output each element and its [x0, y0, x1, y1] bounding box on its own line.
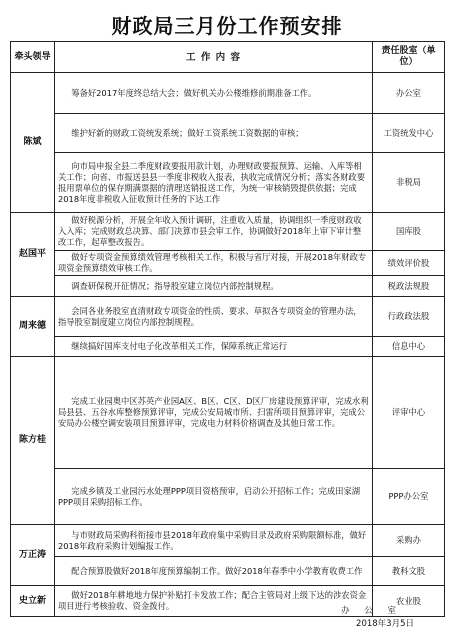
work-cell: 会同各业务股室直清财政专项资金的性质、要求、草拟各专项资金的管理办法，指导股室制度建立岗位内部控制规程。 [55, 297, 373, 337]
work-cell: 与市财政局采购科衔接市县2018年政府集中采购目录及政府采购限额标准，做好2018年政府采购计划编报工作。 [55, 525, 373, 557]
header-dept: 责任股室（单位） [373, 42, 445, 73]
table-row [11, 153, 445, 213]
dept-cell: 国库股 [373, 213, 445, 251]
dept-cell: 税政法规股 [373, 276, 445, 297]
work-cell: 继续搞好国库支付电子化改革相关工作，保障系统正常运行 [55, 337, 373, 357]
dept-cell: 绩效评价股 [373, 251, 445, 276]
table-row [11, 73, 445, 114]
footer-office: 办 公 室 [341, 606, 402, 616]
work-cell: 完成工业园奥中区苏英产业园A区、B区、C区、D区厂房建设预算评审，完成水利局县县、五谷水库整修预算评审，完成公安局城市所、扫雷所项目预算评审，完成公安局办公楼空调安装项目预算评审，完成电力材料价格调查及其他日常工作。 [55, 357, 373, 469]
page-title: 财政局三月份工作预安排 [111, 14, 343, 38]
table-row [11, 297, 445, 337]
dept-cell: 行政政法股 [373, 297, 445, 337]
table-row [11, 213, 445, 251]
leader-cell: 周来德 [11, 297, 55, 357]
work-cell: 维护好新的财政工资统发系统；做好工资系统工资数据的审核； [55, 114, 373, 153]
leader-cell: 陈方桂 [11, 357, 55, 525]
work-cell: 筹备好2017年度终总结大会；做好机关办公楼维修前期准备工作。 [55, 73, 373, 114]
dept-cell: 办公室 [373, 73, 445, 114]
table-row [11, 525, 445, 557]
leader-cell: 赵国平 [11, 213, 55, 297]
work-cell: 配合预算股做好2018年度预算编制工作。做好2018年春季中小学教育收费工作 [55, 557, 373, 586]
table-row [11, 357, 445, 469]
dept-cell: 教科文股 [373, 557, 445, 586]
dept-cell: 信息中心 [373, 337, 445, 357]
work-cell: 做好2018年耕地地力保护补贴打卡发放工作；配合主管局对上级下达的涉农资金项目进行考核验收、资金拨付。 [55, 586, 373, 617]
table-row [11, 557, 445, 586]
work-cell: 做好专项资金预算绩效管理考核相关工作，积极与省厅对接，开展2018年财政专项资金预算绩效审核工作。 [55, 251, 373, 276]
table-row [11, 469, 445, 525]
leader-cell: 陈斌 [11, 73, 55, 213]
leader-cell: 史立新 [11, 586, 55, 617]
work-cell: 完成乡镇及工业园污水处理PPP项目资格预审，启动公开招标工作；完成田家湖PPP项目采购招标工作。 [55, 469, 373, 525]
leader-cell: 万正涛 [11, 525, 55, 586]
dept-cell: 评审中心 [373, 357, 445, 469]
schedule-table [10, 41, 445, 617]
work-cell: 向市局申报全县二季度财政要报用款计划，办理财政要报预算、运输、入库等相关工作；向省、市报送县县一季度非税收入报表，执收完成情况分析；落实各财政要报用票单位的保存期满票据的清理送销报送工作，为统一审核销毁提供依据；完成2018年度非税收入征收预计任务的下达工作 [55, 153, 373, 213]
header-leader: 牵头领导 [11, 42, 55, 73]
dept-cell: 工资统发中心 [373, 114, 445, 153]
table-row [11, 337, 445, 357]
table-row [11, 276, 445, 297]
table-row [11, 114, 445, 153]
dept-cell: 农业股 [373, 586, 445, 617]
dept-cell: PPP办公室 [373, 469, 445, 525]
work-cell: 调查研保税开征情况；指导股室建立岗位内部控制规程。 [55, 276, 373, 297]
footer-date: 2018年3月5日 [356, 619, 414, 629]
table-row [11, 251, 445, 276]
header-work: 工 作 内 容 [55, 42, 373, 73]
dept-cell: 采购办 [373, 525, 445, 557]
work-cell: 做好税源分析，开展全年收入预计调研，注重收入质量，协调组织一季度财政收入入库；完成财政总决算、部门决算市县会审工作，协调做好2018年上审下审计整改工作，起草整改报告。 [55, 213, 373, 251]
table-header-row [11, 42, 445, 73]
dept-cell: 非税局 [373, 153, 445, 213]
